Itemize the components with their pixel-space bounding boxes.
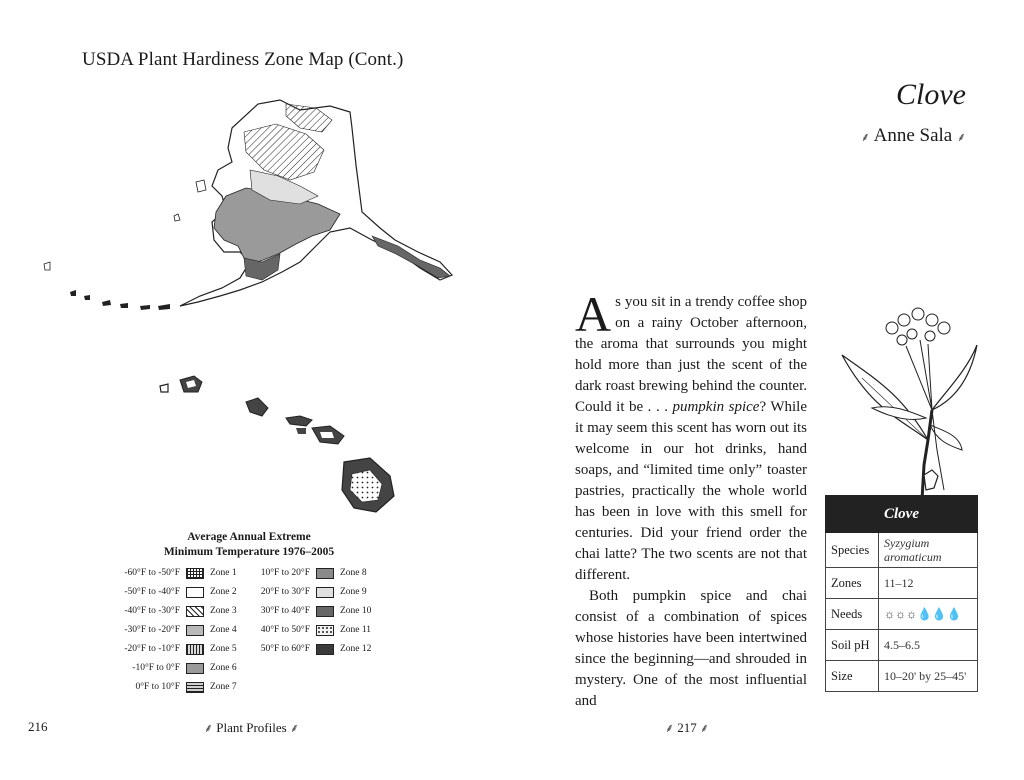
legend-zone: Zone 10 [340,606,372,616]
legend-range: -30°F to -20°F [124,625,180,635]
ornament-left-icon: ⸙ [860,130,870,144]
legend-row [248,604,371,618]
ornament-right-icon: ⸙ [289,721,299,735]
legend-range: -60°F to -50°F [124,568,180,578]
legend-row [118,604,237,618]
table-header: Clove [826,496,978,533]
legend-zone: Zone 9 [340,587,367,597]
plant-title: Clove [896,78,966,111]
row-value: ☼☼☼💧💧💧 [879,599,978,630]
body-text [575,286,807,712]
legend-range: 0°F to 10°F [135,682,180,692]
page-number-left: 216 [28,719,48,734]
author-line [861,125,966,147]
legend-row [118,680,237,694]
drop-cap: A [575,286,612,342]
legend-swatch [186,587,204,598]
legend-range: -20°F to -10°F [124,644,180,654]
legend-range: 30°F to 40°F [260,606,310,616]
legend-zone: Zone 6 [210,663,237,673]
clove-illustration-icon [832,300,982,500]
table-row [826,661,978,692]
legend-swatch [316,568,334,579]
paragraph-1: As you sit in a trendy coffee shop on a rainy October afternoon, the aroma that surrounds you might hold more than just the scent of the dark roast brewing behind the counter. Could it be . . . pumpkin spice? While it may seem this scent has worn out its welcome in our hot drinks, hand soaps, and “limited time only” toaster pastries, practically the whole world has been in love with this smell for centuries. Did your friend order the chai latte? The two scents are not that different. [575,286,807,583]
legend-row [248,642,371,656]
table-row [826,533,978,568]
page-number-label: 217 [677,720,697,735]
legend-zone: Zone 1 [210,568,237,578]
right-page [512,0,1024,780]
row-key: Zones [826,568,879,599]
page-heading: USDA Plant Hardiness Zone Map (Cont.) [82,49,404,70]
ornament-right-icon: ⸙ [956,130,966,144]
hardiness-zone-map [0,0,512,530]
legend-range: 10°F to 20°F [260,568,310,578]
table-row [826,568,978,599]
legend-swatch [316,625,334,636]
legend-zone: Zone 7 [210,682,237,692]
alaska-map [44,100,452,310]
legend-row [248,585,367,599]
legend-row [118,642,237,656]
legend-row [118,566,237,580]
legend-swatch [186,682,204,693]
legend-range: 20°F to 30°F [260,587,310,597]
legend-title-line2: Minimum Temperature 1976–2005 [163,546,335,558]
legend-title-line1: Average Annual Extreme [187,531,311,543]
legend-range: -10°F to 0°F [132,663,180,673]
row-key: Soil pH [826,630,879,661]
legend-swatch [316,644,334,655]
legend-range: -40°F to -30°F [124,606,180,616]
legend-swatch [186,625,204,636]
legend-row [248,566,367,580]
legend-zone: Zone 8 [340,568,367,578]
paragraph-2: Both pumpkin spice and chai consist of a combination of spices whose histories have been intertwined since the beginning—and shrouded in mystery. One of the most influential and [575,588,807,709]
legend-swatch [316,587,334,598]
page-number-right [665,719,709,736]
legend-swatch [186,644,204,655]
legend-range: 40°F to 50°F [260,625,310,635]
legend-grid [118,566,380,706]
ornament-left-icon: ⸙ [204,721,214,735]
row-value: 11–12 [879,568,978,599]
legend-row [248,623,371,637]
legend-range: 50°F to 60°F [260,644,310,654]
row-value: 10–20' by 25–45' [879,661,978,692]
ornament-left-icon: ⸙ [665,721,675,735]
row-value: 4.5–6.5 [879,630,978,661]
section-footer-label: Plant Profiles [216,720,287,735]
legend-row [118,661,237,675]
section-footer [204,719,299,736]
legend-row [118,585,237,599]
row-value: Syzygium aromaticum [879,533,978,568]
legend-zone: Zone 3 [210,606,237,616]
legend-swatch [186,663,204,674]
row-key: Needs [826,599,879,630]
legend-zone: Zone 11 [340,625,372,635]
table-row [826,630,978,661]
legend-zone: Zone 4 [210,625,237,635]
legend-row [118,623,237,637]
legend-range: -50°F to -40°F [124,587,180,597]
legend-swatch [186,568,204,579]
ornament-right-icon: ⸙ [700,721,710,735]
hawaii-map [160,376,394,512]
legend-swatch [316,606,334,617]
row-key: Species [826,533,879,568]
legend-zone: Zone 12 [340,644,372,654]
legend-swatch [186,606,204,617]
author-name: Anne Sala [873,125,953,146]
map-legend [118,530,380,706]
legend-zone: Zone 5 [210,644,237,654]
legend-zone: Zone 2 [210,587,237,597]
plant-fact-table [825,495,978,692]
row-key: Size [826,661,879,692]
table-row [826,599,978,630]
